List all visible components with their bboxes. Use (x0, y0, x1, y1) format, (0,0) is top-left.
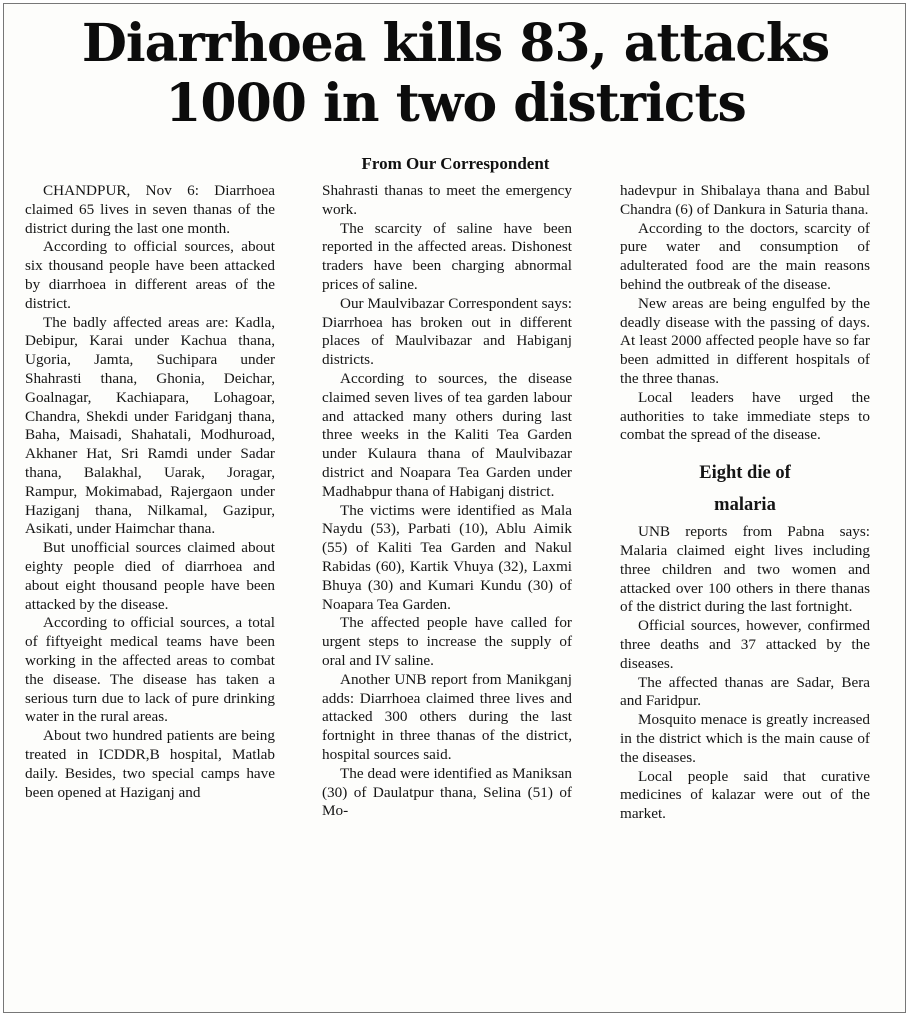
paragraph: CHANDPUR, Nov 6: Diarrhoea claimed 65 lives in seven thanas of the district during the last one month. (25, 182, 275, 237)
paragraph: UNB reports from Pabna says: Malaria claimed eight lives including three children and two women and attacked over 100 others in there thanas of the district during the last fortnight. (620, 523, 870, 616)
paragraph: About two hundred patients are being treated in ICDDR,B hospital, Matlab daily. Besides, two special camps have been opened at Haziganj and (25, 727, 275, 801)
paragraph: According to official sources, about six thousand people have been attacked by diarrhoea in different areas of the district. (25, 238, 275, 312)
paragraph: The scarcity of saline have been reported in the affected areas. Dishonest traders have been charging abnormal prices of saline. (322, 219, 572, 293)
paragraph: Local leaders have urged the authorities to take immediate steps to combat the spread of the disease. (620, 388, 870, 444)
subheadline (620, 457, 870, 521)
paragraph: The affected people have called for urgent steps to increase the supply of oral and IV saline. (322, 614, 572, 669)
paragraph: The affected thanas are Sadar, Bera and Faridpur. (620, 673, 870, 710)
paragraph: The badly affected areas are: Kadla, Debipur, Karai under Kachua thana, Ugoria, Jamta, Suchipara under Shahrasti thana, Ghonia, Deichar, Goalnagar, Kachiapara, Lohagoar, Chandra, Shekdi under Faridganj thana, Baha, Maisadi, Shahatali, Modhuroad, Akhaner Hat, Sri Ramdi under Sadar thana, Balakhal, Uarak, Joragar, Rampur, Mokimabad, Rajergaon under Haziganj thana, Nilkamal, Gazipur, Asikati, under Haimchar thana. (25, 313, 275, 538)
paragraph: Our Maulvibazar Correspondent says: Diarrhoea has broken out in different places of Maulvibazar and Habiganj districts. (322, 294, 572, 369)
headline-line-2: 1000 in two districts (165, 73, 746, 134)
headline-line-1: Diarrhoea kills 83, attacks (81, 13, 830, 74)
paragraph: Shahrasti thanas to meet the emergency work. (322, 182, 572, 218)
paragraph: But unofficial sources claimed about eighty people died of diarrhoea and about eight thousand people have been attacked by the disease. (25, 539, 275, 613)
paragraph: hadevpur in Shibalaya thana and Babul Chandra (6) of Dankura in Saturia thana. (620, 182, 870, 218)
headline (4, 14, 906, 134)
paragraph: According to official sources, a total of fiftyeight medical teams have been working in the affected areas to combat the disease. The disease has taken a serious turn due to lack of pure drinking water in the rural areas. (25, 614, 275, 726)
article-column-1 (25, 182, 275, 802)
paragraph: Local people said that curative medicines of kalazar were out of the market. (620, 767, 870, 823)
subheadline-line-1: Eight die of (699, 463, 791, 484)
byline: From Our Correspondent (361, 154, 550, 173)
paragraph: According to sources, the disease claimed seven lives of tea garden labour and attacked many others during last three weeks in the Kaliti Tea Garden under Kulaura thana of Maulvibazar district and Noapara Tea Garden under Madhabpur thana of Habiganj district. (322, 369, 572, 500)
article-column-2 (322, 182, 572, 821)
article-column-3 (620, 182, 870, 824)
paragraph: The victims were identified as Mala Naydu (53), Parbati (10), Ablu Aimik (55) of Kaliti Tea Garden and Nakul Rabidas (60), Kartik Vhuya (32), Laxmi Bhuya (30) and Kumari Kundu (30) of Noapara Tea Garden. (322, 501, 572, 613)
paragraph: The dead were identified as Maniksan (30) of Daulatpur thana, Selina (51) of Mo- (322, 764, 572, 820)
paragraph: Official sources, however, confirmed three deaths and 37 attacked by the diseases. (620, 617, 870, 672)
paragraph: Another UNB report from Manikganj adds: Diarrhoea claimed three lives and attacked 300 others during the last fortnight in three thanas of the district, hospital sources said. (322, 670, 572, 763)
subheadline-line-2: malaria (714, 495, 776, 516)
paragraph: Mosquito menace is greatly increased in the district which is the main cause of the diseases. (620, 711, 870, 766)
paragraph: According to the doctors, scarcity of pure water and consumption of adulterated food are the main reasons behind the outbreak of the disease. (620, 219, 870, 293)
newspaper-clipping (3, 3, 906, 1013)
paragraph: New areas are being engulfed by the deadly disease with the passing of days. At least 2000 affected people have so far been admitted in different hospitals of the three thanas. (620, 294, 870, 387)
